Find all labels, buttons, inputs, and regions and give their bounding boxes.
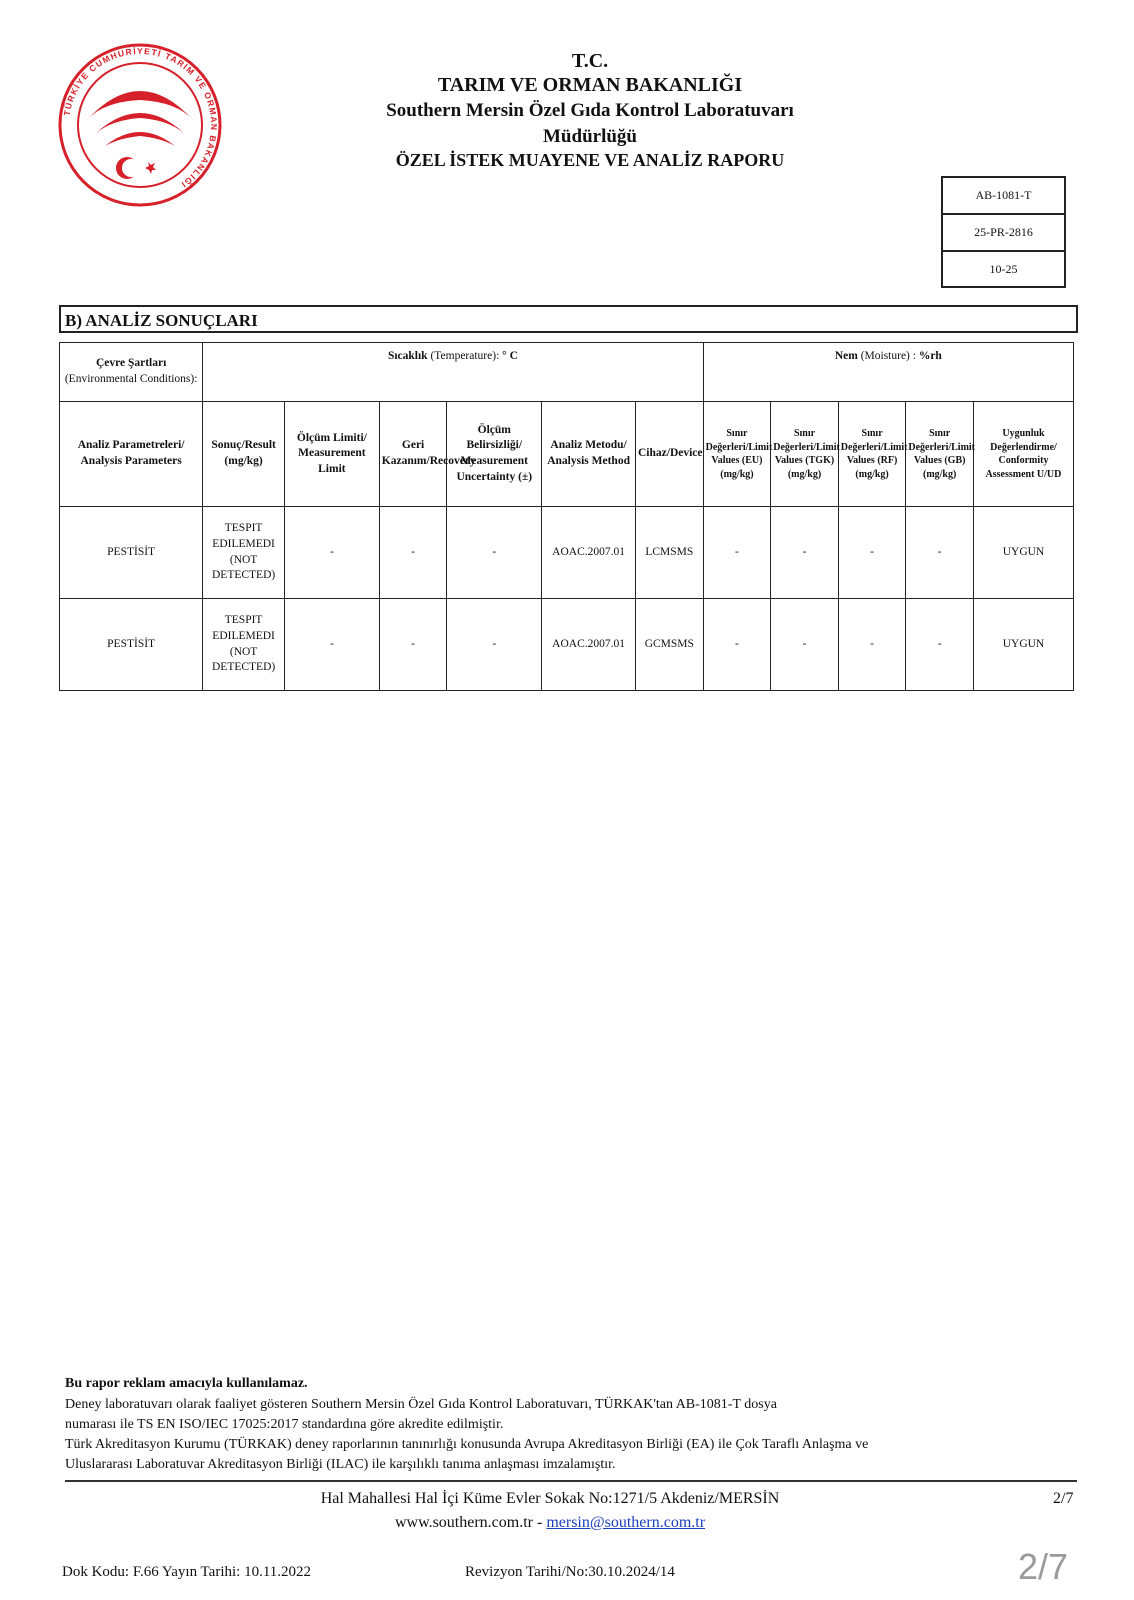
accreditation-text-1a: Deney laboratuvarı olarak faaliyet gösteren Southern Mersin Özel Gıda Kontrol Laboratuvarı, TÜRKAK'tan AB-1081-T dosya [65, 1397, 777, 1412]
table-row [60, 599, 1074, 691]
moisture-unit: %rh [918, 350, 942, 362]
lab-address: Hal Mahallesi Hal İçi Küme Evler Sokak No:1271/5 Akdeniz/MERSİN [320, 1490, 780, 1507]
contact-separator: - [537, 1514, 543, 1531]
table-cell: UYGUN [973, 507, 1073, 599]
col-header: Cihaz/Device [636, 402, 704, 507]
col-header: Sonuç/Result (mg/kg) [203, 402, 285, 507]
env-label-en: (Environmental Conditions): [64, 373, 198, 385]
table-cell: - [838, 507, 906, 599]
table-cell: - [379, 507, 447, 599]
header-tc: T.C. [571, 50, 609, 72]
seal-ring-text: TÜRKİYE CUMHURİYETİ TARIM VE ORMAN BAKANLIĞI [61, 45, 220, 191]
report-period: 10-25 [989, 262, 1018, 276]
accreditation-text-2a: Türk Akreditasyon Kurumu (TÜRKAK) deney raporlarının tanınırlığı konusunda Avrupa Akreditasyon Birliği (EA) ile Çok Taraflı Anlaşma ve [65, 1437, 869, 1452]
col-header: Ölçüm Limiti/ Measurement Limit [284, 402, 379, 507]
col-header: Analiz Parametreleri/ Analysis Parameters [60, 402, 203, 507]
table-cell: - [703, 507, 771, 599]
table-row [60, 507, 1074, 599]
col-header: Ölçüm Belirsizliği/ Measurement Uncertainty (±) [447, 402, 542, 507]
temperature-unit: ° C [502, 350, 518, 362]
table-cell: - [771, 507, 839, 599]
col-header: Sınır Değerleri/Limit Values (TGK) (mg/kg) [771, 402, 839, 507]
table-cell: - [284, 599, 379, 691]
header-ministry: TARIM VE ORMAN BAKANLIĞI [437, 74, 743, 96]
section-title: B) ANALİZ SONUÇLARI [59, 305, 1078, 333]
environment-conditions-row [60, 343, 1074, 402]
ministry-seal-logo [57, 42, 223, 208]
website-link[interactable]: www.southern.com.tr [394, 1514, 533, 1531]
col-header: Geri Kazanım/Recovery [379, 402, 447, 507]
column-header-row [60, 402, 1074, 507]
table-cell: - [703, 599, 771, 691]
table-cell: - [838, 599, 906, 691]
temperature-label: Sıcaklık [387, 350, 428, 362]
col-header: Analiz Metodu/ Analysis Method [542, 402, 636, 507]
table-cell: - [771, 599, 839, 691]
table-cell: GCMSMS [636, 599, 704, 691]
moisture-cell [703, 343, 1073, 402]
moisture-label: Nem [834, 350, 858, 362]
table-cell: - [906, 507, 974, 599]
table-cell: UYGUN [973, 599, 1073, 691]
temperature-cell [203, 343, 703, 402]
page-indicator: 2/7 [1018, 1546, 1069, 1587]
table-cell: AOAC.2007.01 [542, 507, 636, 599]
col-header: Uygunluk Değerlendirme/ Conformity Assessment U/UD [973, 402, 1073, 507]
document-code: Dok Kodu: F.66 Yayın Tarihi: 10.11.2022 [62, 1564, 312, 1580]
table-cell: - [284, 507, 379, 599]
report-number: 25-PR-2816 [943, 215, 1064, 252]
env-label: Çevre Şartları [95, 357, 167, 370]
footer-divider [65, 1480, 1077, 1482]
table-cell: - [447, 599, 542, 691]
col-header: Sınır Değerleri/Limit Values (RF) (mg/kg) [838, 402, 906, 507]
table-cell: TESPIT EDILEMEDI (NOT DETECTED) [203, 599, 285, 691]
col-header: Sınır Değerleri/Limit Values (EU) (mg/kg) [703, 402, 771, 507]
temperature-label-en: (Temperature): [430, 350, 500, 362]
env-label-cell [60, 343, 203, 402]
table-cell: - [447, 507, 542, 599]
table-cell: PESTİSİT [60, 599, 203, 691]
header-report-title: ÖZEL İSTEK MUAYENE VE ANALİZ RAPORU [395, 150, 785, 170]
table-cell: TESPIT EDILEMEDI (NOT DETECTED) [203, 507, 285, 599]
header-lab-name: Southern Mersin Özel Gıda Kontrol Laboratuvarı [386, 100, 794, 121]
col-header: Sınır Değerleri/Limit Values (GB) (mg/kg) [906, 402, 974, 507]
table-cell: - [906, 599, 974, 691]
contact-line [200, 1514, 900, 1532]
table-cell: AOAC.2007.01 [542, 599, 636, 691]
report-codes-box [941, 176, 1066, 288]
analysis-results-table [59, 342, 1074, 691]
accreditation-text-2b: Uluslararası Laboratuvar Akreditasyon Birliği (ILAC) ile karşılıklı tanıma anlaşması imzalamıştır. [65, 1457, 616, 1472]
accreditation-code: AB-1081-T [943, 178, 1064, 215]
moisture-label-en: (Moisture) : [860, 350, 916, 362]
table-cell: LCMSMS [636, 507, 704, 599]
header-directorate: Müdürlüğü [543, 126, 637, 147]
accreditation-text-1b: numarası ile TS EN ISO/IEC 17025:2017 standardına göre akredite edilmiştir. [65, 1417, 504, 1432]
table-cell: PESTİSİT [60, 507, 203, 599]
disclaimer-heading: Bu rapor reklam amacıyla kullanılamaz. [65, 1376, 308, 1391]
email-link[interactable]: mersin@southern.com.tr [546, 1514, 706, 1531]
page-number-small: 2/7 [1053, 1490, 1074, 1507]
revision-info: Revizyon Tarihi/No:30.10.2024/14 [465, 1564, 675, 1580]
table-cell: - [379, 599, 447, 691]
